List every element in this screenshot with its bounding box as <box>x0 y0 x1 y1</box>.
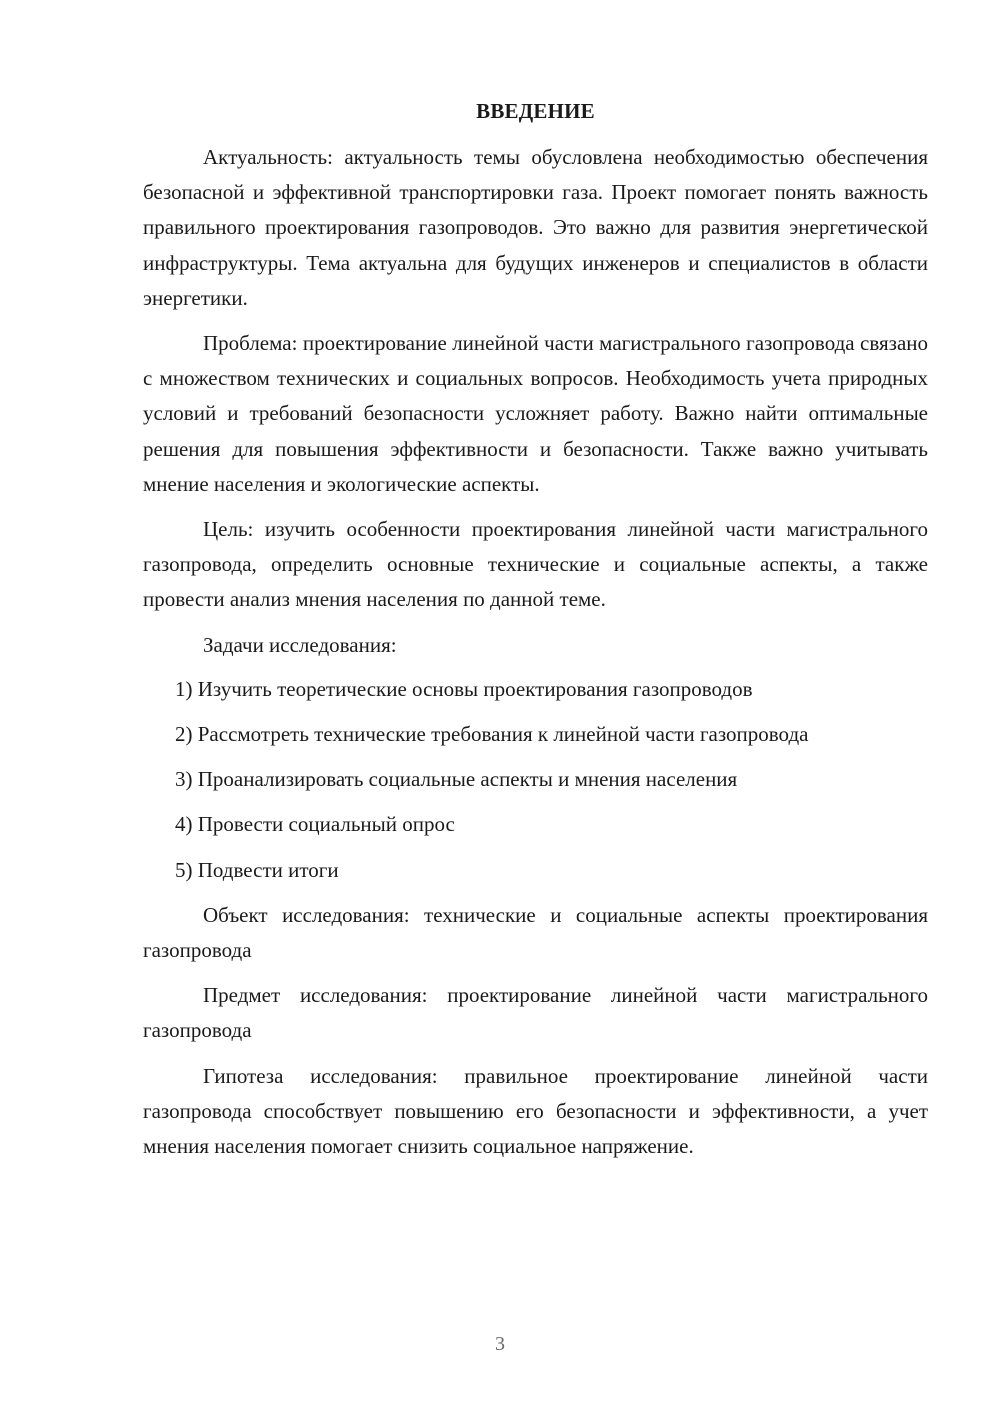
task-item: 3) Проанализировать социальные аспекты и мнения населения <box>175 767 738 792</box>
task-item: 5) Подвести итоги <box>175 857 339 882</box>
task-item: 4) Провести социальный опрос <box>175 812 455 837</box>
document-body <box>143 95 928 1164</box>
paragraph-hypothesis: Гипотеза исследования: правильное проектирование линейной части газопровода способствует повышению его безопасности и эффективности, а учет мнения населения помогает снизить социальное напряжение. <box>143 1063 928 1159</box>
paragraph-object: Объект исследования: технические и социальные аспекты проектирования газопровода <box>143 902 928 963</box>
task-item: 1) Изучить теоретические основы проектирования газопроводов <box>175 676 753 701</box>
tasks-heading: Задачи исследования: <box>203 632 397 657</box>
task-list <box>143 672 928 888</box>
paragraph-subject: Предмет исследования: проектирование линейной части магистрального газопровода <box>143 983 928 1043</box>
task-item: 2) Рассмотреть технические требования к линейной части газопровода <box>175 722 809 747</box>
paragraph-problem: Проблема: проектирование линейной части магистрального газопровода связано с множеством технических и социальных вопросов. Необходимость учета природных условий и требований безопасности усложняет работу. Важно найти оптимальные решения для повышения эффективности и безопасности. Также важно учитывать мнение населения и экологические аспекты. <box>143 331 928 496</box>
paragraph-goal: Цель: изучить особенности проектирования линейной части магистрального газопровода, определить основные технические и социальные аспекты, а также провести анализ мнения населения по данной теме. <box>143 517 928 612</box>
section-title: ВВЕДЕНИЕ <box>476 99 595 123</box>
paragraph-relevance: Актуальность: актуальность темы обусловлена необходимостью обеспечения безопасной и эффективной транспортировки газа. Проект помогает понять важность правильного проектирования газопроводов. Это важно для развития энергетической инфраструктуры. Тема актуальна для будущих инженеров и специалистов в области энергетики. <box>143 145 928 310</box>
page-number: 3 <box>495 1333 505 1355</box>
